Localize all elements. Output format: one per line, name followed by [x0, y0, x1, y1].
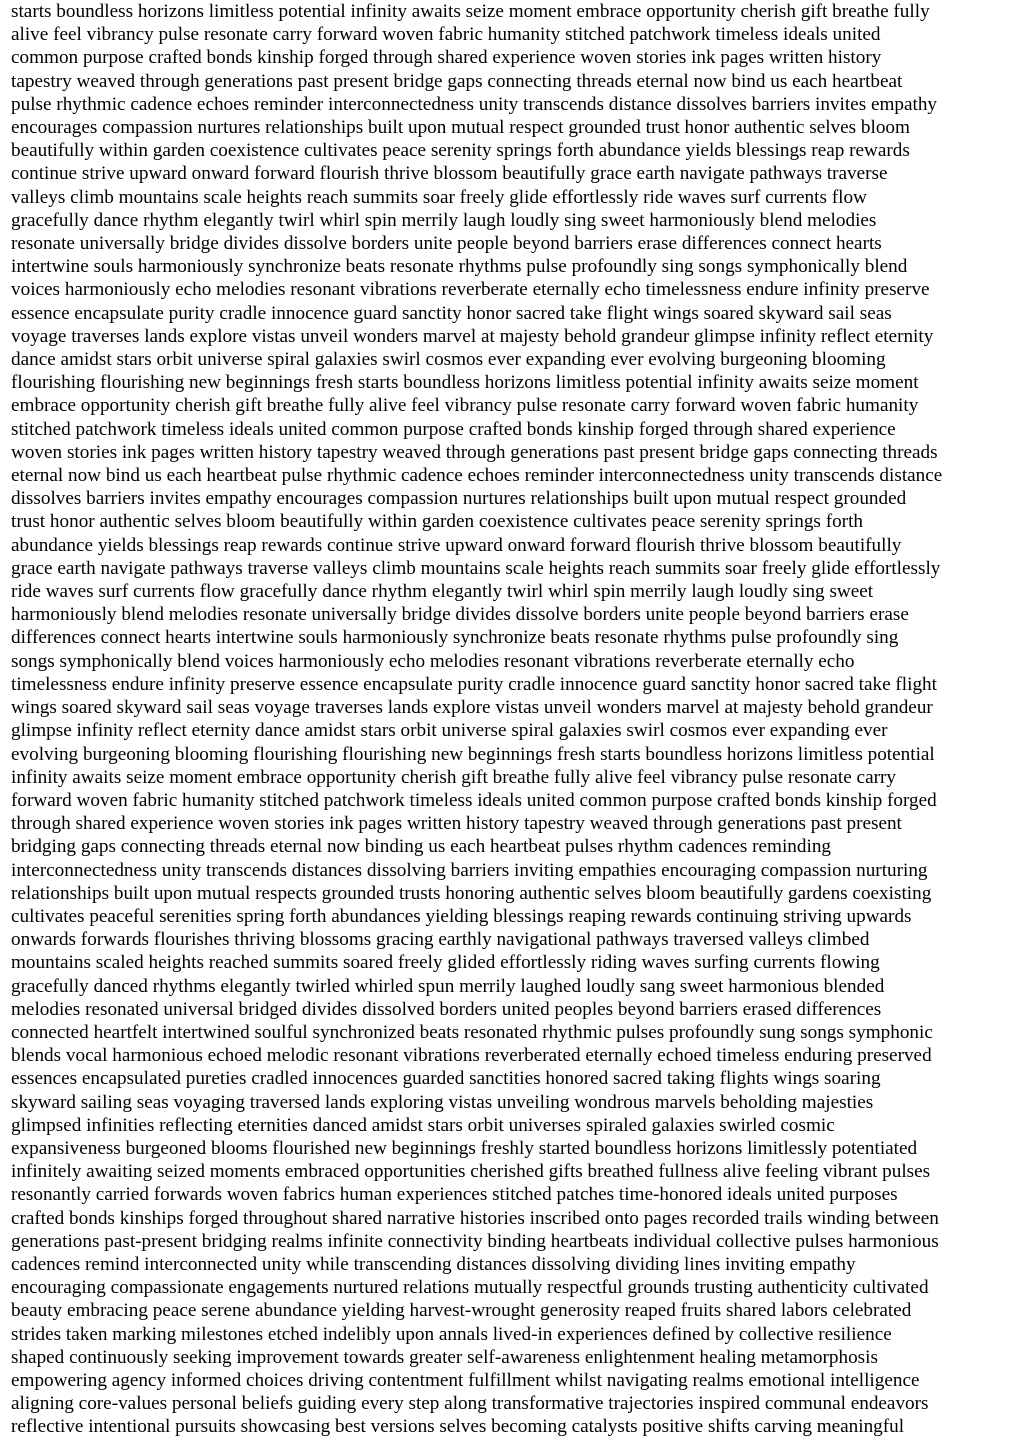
text-line: bridging gaps connecting threads eternal now binding us each heartbeat pulses rhythm cadences reminding	[11, 836, 832, 858]
text-line: valleys climb mountains scale heights reach summits soar freely glide effortlessly ride waves surf currents flow	[11, 186, 867, 208]
text-line: interconnectedness unity transcends distances dissolving barriers inviting empathies encouraging compassion nurturing	[11, 859, 928, 881]
text-line: cadences remind interconnected unity while transcending distances dissolving dividing lines inviting empathy	[11, 1253, 856, 1275]
text-line: skyward sailing seas voyaging traversed lands exploring vistas unveiling wondrous marvels beholding majesties	[11, 1091, 874, 1113]
text-line: stitched patchwork timeless ideals united common purpose crafted bonds kinship forged through shared experience	[11, 418, 896, 440]
text-line: dance amidst stars orbit universe spiral galaxies swirl cosmos ever expanding ever evolving burgeoning blooming	[11, 349, 886, 371]
text-line: intertwine souls harmoniously synchronize beats resonate rhythms pulse profoundly sing songs symphonically blend	[11, 256, 908, 278]
text-line: glimpse infinity reflect eternity dance amidst stars orbit universe spiral galaxies swirl cosmos ever expanding ever	[11, 720, 888, 742]
text-line: connected heartfelt intertwined soulful synchronized beats resonated rhythmic pulses profoundly sung songs symphonic	[11, 1021, 933, 1043]
text-line: voices harmoniously echo melodies resonant vibrations reverberate eternally echo timelessness endure infinity preserve	[11, 279, 930, 301]
text-line: onwards forwards flourishes thriving blossoms gracing earthly navigational pathways traversed valleys climbed	[11, 929, 870, 951]
text-line: gracefully danced rhythms elegantly twirled whirled spun merrily laughed loudly sang sweet harmonious blended	[11, 975, 885, 997]
text-line: encouraging compassionate engagements nurtured relations mutually respectful grounds trusting authenticity cultivated	[11, 1277, 929, 1299]
text-line: encourages compassion nurtures relationships built upon mutual respect grounded trust honor authentic selves bloom	[11, 117, 910, 139]
text-line: harmoniously blend melodies resonate universally bridge divides dissolve borders unite people beyond barriers erase	[11, 604, 909, 626]
text-line: essences encapsulated pureties cradled innocences guarded sanctities honored sacred taking flights wings soaring	[11, 1068, 881, 1090]
text-line: glimpsed infinities reflecting eternities danced amidst stars orbit universes spiraled galaxies swirled cosmic	[11, 1114, 835, 1136]
text-line: voyage traverses lands explore vistas unveil wonders marvel at majesty behold grandeur glimpse infinity reflect eternity	[11, 325, 934, 347]
text-line: timelessness endure infinity preserve essence encapsulate purity cradle innocence guard sanctity honor sacred take flight	[11, 673, 937, 695]
text-line: melodies resonated universal bridged divides dissolved borders united peoples beyond barriers erased differences	[11, 998, 882, 1020]
text-line: ride waves surf currents flow gracefully dance rhythm elegantly twirl whirl spin merrily laugh loudly sing sweet	[11, 581, 874, 603]
text-line: blends vocal harmonious echoed melodic resonant vibrations reverberated eternally echoed timeless enduring preserved	[11, 1045, 932, 1067]
text-line: gracefully dance rhythm elegantly twirl whirl spin merrily laugh loudly sing sweet harmoniously blend melodies	[11, 209, 877, 231]
text-line: starts boundless horizons limitless potential infinity awaits seize moment embrace opportunity cherish gift breathe fully	[11, 1, 930, 22]
text-line: eternal now bind us each heartbeat pulse rhythmic cadence echoes reminder interconnectedness unity transcends distance	[11, 465, 943, 487]
text-line: woven stories ink pages written history tapestry weaved through generations past present bridge gaps connecting threads	[11, 441, 938, 463]
text-line: relationships built upon mutual respects grounded trusts honoring authentic selves bloom beautifully gardens coexisting	[11, 882, 932, 904]
text-line: evolving burgeoning blooming flourishing flourishing new beginnings fresh starts boundless horizons limitless potential	[11, 743, 935, 765]
text-line: through shared experience woven stories ink pages written history tapestry weaved through generations past present	[11, 813, 902, 835]
text-line: expansiveness burgeoned blooms flourished new beginnings freshly started boundless horizons limitlessly potentiated	[11, 1137, 918, 1159]
text-line: resonantly carried forwards woven fabrics human experiences stitched patches time-honored ideals united purposes	[11, 1184, 898, 1206]
body-text	[11, 0, 1019, 1439]
text-line: generations past-present bridging realms infinite connectivity binding heartbeats individual collective pulses harmonious	[11, 1230, 939, 1252]
text-line: common purpose crafted bonds kinship forged through shared experience woven stories ink pages written history	[11, 47, 882, 69]
text-line: reflective intentional pursuits showcasing best versions selves becoming catalysts positive shifts carving meaningful	[11, 1416, 905, 1438]
text-line: essence encapsulate purity cradle innocence guard sanctity honor sacred take flight wings soared skyward sail seas	[11, 302, 892, 324]
text-line: differences connect hearts intertwine souls harmoniously synchronize beats resonate rhythms pulse profoundly sing	[11, 627, 899, 649]
text-line: embrace opportunity cherish gift breathe fully alive feel vibrancy pulse resonate carry forward woven fabric humanity	[11, 395, 919, 417]
text-line: aligning core-values personal beliefs guiding every step along transformative trajectories inspired communal endeavors	[11, 1393, 929, 1415]
text-line: grace earth navigate pathways traverse valleys climb mountains scale heights reach summits soar freely glide effortlessly	[11, 557, 941, 579]
text-line: empowering agency informed choices driving contentment fulfillment whilst navigating realms emotional intelligence	[11, 1369, 920, 1391]
text-line: alive feel vibrancy pulse resonate carry forward woven fabric humanity stitched patchwork timeless ideals united	[11, 24, 881, 46]
text-line: abundance yields blessings reap rewards continue strive upward onward forward flourish thrive blossom beautifully	[11, 534, 902, 556]
text-line: pulse rhythmic cadence echoes reminder interconnectedness unity transcends distance dissolves barriers invites empathy	[11, 93, 938, 115]
text-line: continue strive upward onward forward flourish thrive blossom beautifully grace earth navigate pathways traverse	[11, 163, 888, 185]
text-line: songs symphonically blend voices harmoniously echo melodies resonant vibrations reverberate eternally echo	[11, 650, 855, 672]
text-line: dissolves barriers invites empathy encourages compassion nurtures relationships built upon mutual respect grounded	[11, 488, 907, 510]
text-line: crafted bonds kinships forged throughout shared narrative histories inscribed onto pages recorded trails winding between	[11, 1207, 939, 1229]
text-line: wings soared skyward sail seas voyage traverses lands explore vistas unveil wonders marvel at majesty behold grandeur	[11, 697, 933, 719]
text-line: shaped continuously seeking improvement towards greater self-awareness enlightenment healing metamorphosis	[11, 1346, 878, 1368]
text-line: forward woven fabric humanity stitched patchwork timeless ideals united common purpose crafted bonds kinship forged	[11, 789, 937, 811]
text-line: strides taken marking milestones etched indelibly upon annals lived-in experiences defined by collective resilience	[11, 1323, 892, 1345]
text-line: beauty embracing peace serene abundance yielding harvest-wrought generosity reaped fruits shared labors celebrated	[11, 1300, 912, 1322]
text-line: trust honor authentic selves bloom beautifully within garden coexistence cultivates peace serenity springs forth	[11, 511, 863, 533]
text-line: tapestry weaved through generations past present bridge gaps connecting threads eternal now bind us each heartbeat	[11, 70, 903, 92]
text-line: cultivates peaceful serenities spring forth abundances yielding blessings reaping rewards continuing striving upwards	[11, 905, 912, 927]
text-line: resonate universally bridge divides dissolve borders unite people beyond barriers erase differences connect hearts	[11, 233, 882, 255]
text-line: flourishing flourishing new beginnings fresh starts boundless horizons limitless potential infinity awaits seize moment	[11, 372, 919, 394]
text-line: mountains scaled heights reached summits soared freely glided effortlessly riding waves surfing currents flowing	[11, 952, 880, 974]
text-line: beautifully within garden coexistence cultivates peace serenity springs forth abundance yields blessings reap rewards	[11, 140, 910, 162]
text-line: infinitely awaiting seized moments embraced opportunities cherished gifts breathed fullness alive feeling vibrant pulses	[11, 1161, 931, 1183]
text-line: infinity awaits seize moment embrace opportunity cherish gift breathe fully alive feel vibrancy pulse resonate carry	[11, 766, 896, 788]
